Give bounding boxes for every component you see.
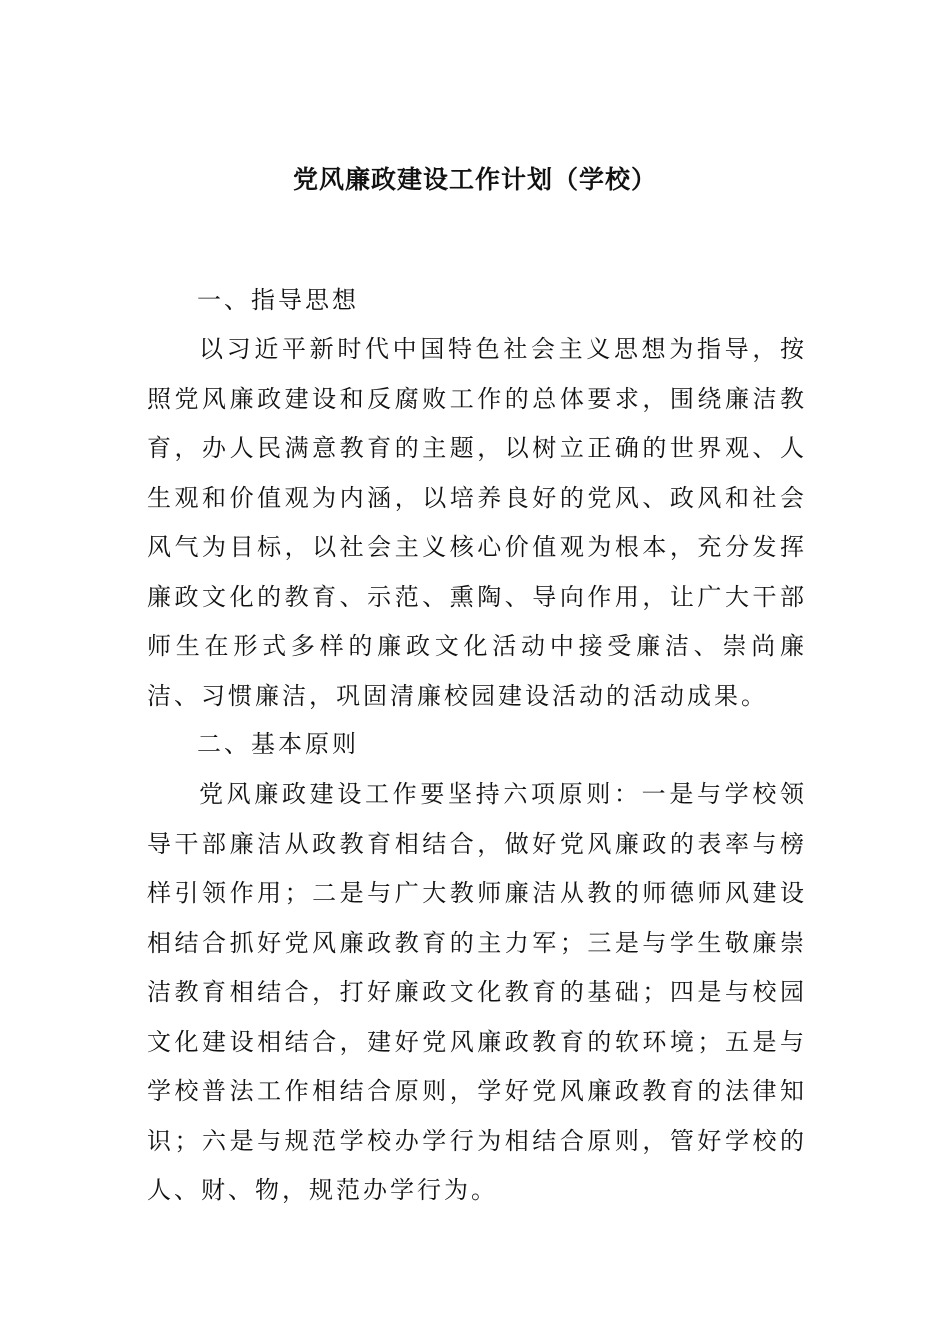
section-heading-basic-principles: 二、基本原则 [197, 730, 359, 758]
section-paragraph-basic-principles: 党风廉政建设工作要坚持六项原则：一是与学校领导干部廉洁从政教育相结合，做好党风廉政的表率与榜样引领作用；二是与广大教师廉洁从教的师德师风建设相结合抓好党风廉政教育的主力军；三是与学生敬廉崇洁教育相结合，打好廉政文化教育的基础；四是与校园文化建设相结合，建好党风廉政教育的软环境；五是与学校普法工作相结合原则，学好党风廉政教育的法律知识；六是与规范学校办学行为相结合原则，管好学校的人、财、物，规范办学行为。 [147, 780, 807, 1204]
section-heading-guiding-ideology: 一、指导思想 [197, 286, 359, 314]
section-paragraph-guiding-ideology: 以习近平新时代中国特色社会主义思想为指导，按照党风廉政建设和反腐败工作的总体要求，围绕廉洁教育，办人民满意教育的主题，以树立正确的世界观、人生观和价值观为内涵，以培养良好的党风、政风和社会风气为目标，以社会主义核心价值观为根本，充分发挥廉政文化的教育、示范、熏陶、导向作用，让广大干部师生在形式多样的廉政文化活动中接受廉洁、崇尚廉洁、习惯廉洁，巩固清廉校园建设活动的活动成果。 [147, 335, 807, 710]
document-title: 党风廉政建设工作计划（学校） [292, 165, 657, 194]
